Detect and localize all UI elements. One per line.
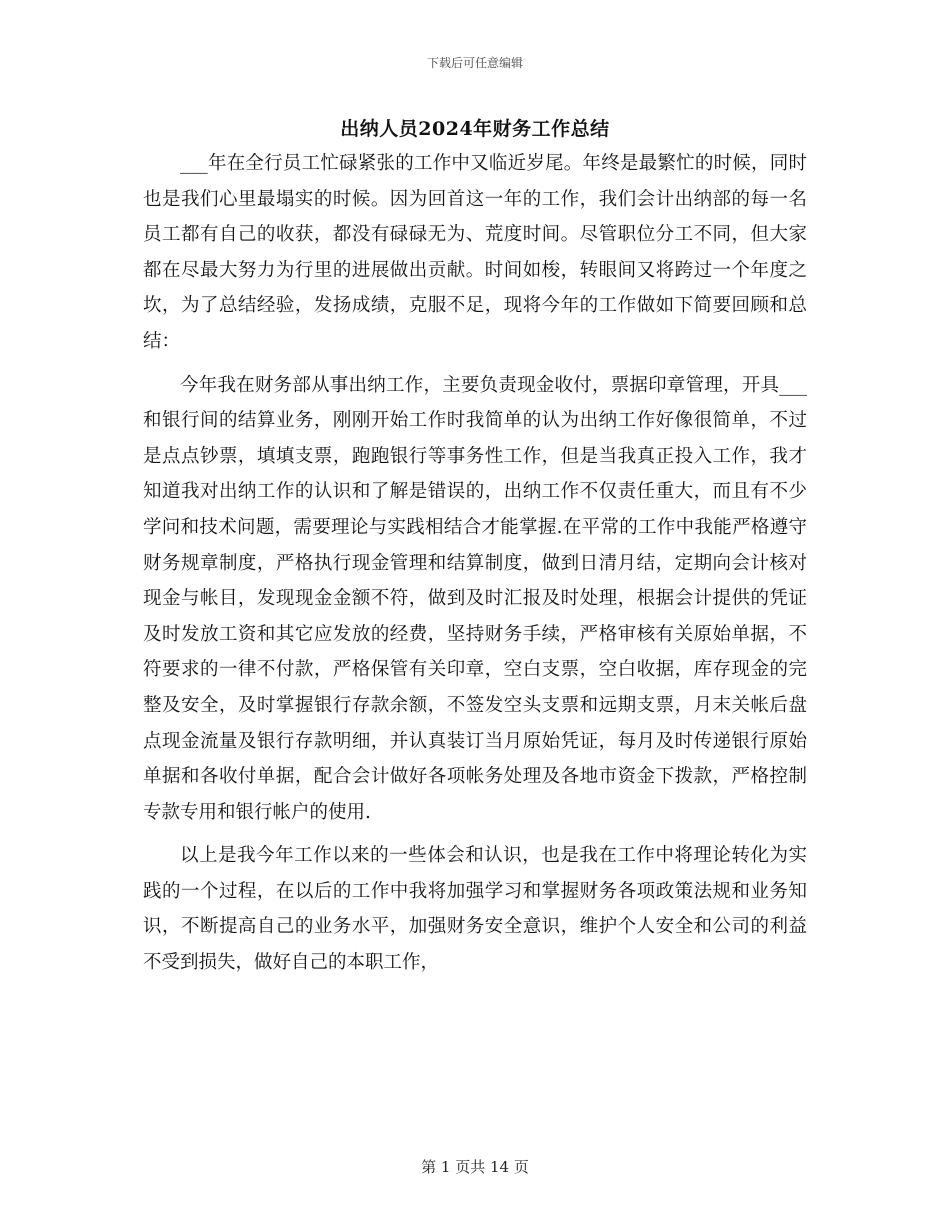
- paragraph-conclusion: 以上是我今年工作以来的一些体会和认识，也是我在工作中将理论转化为实践的一个过程，在以后的工作中我将加强学习和掌握财务各项政策法规和业务知识，不断提高自己的业务水平，加强财务安全意识，维护个人安全和公司的利益不受到损失，做好自己的本职工作，: [143, 845, 807, 974]
- page-footer: 第 1 页共 14 页: [421, 1158, 529, 1176]
- document-body: [143, 146, 807, 989]
- header-note: 下载后可任意编辑: [426, 56, 523, 70]
- paragraph-intro: ___年在全行员工忙碌紧张的工作中又临近岁尾。年终是最繁忙的时候，同时也是我们心里最塌实的时候。因为回首这一年的工作，我们会计出纳部的每一名员工都有自己的收获，都没有碌碌无为、荒度时间。尽管职位分工不同，但大家都在尽最大努力为行里的进展做出贡献。时间如梭，转眼间又将跨过一个年度之坎，为了总结经验，发扬成绩，克服不足，现将今年的工作做如下简要回顾和总结：: [143, 153, 807, 352]
- paragraph-duties: 今年我在财务部从事出纳工作，主要负责现金收付，票据印章管理，开具___和银行间的结算业务，刚刚开始工作时我简单的认为出纳工作好像很简单，不过是点点钞票，填填支票，跑跑银行等事务性工作，但是当我真正投入工作，我才知道我对出纳工作的认识和了解是错误的，出纳工作不仅责任重大，而且有不少学问和技术问题，需要理论与实践相结合才能掌握.在平常的工作中我能严格遵守财务规章制度，严格执行现金管理和结算制度，做到日清月结，定期向会计核对现金与帐目，发现现金金额不符，做到及时汇报及时处理，根据会计提供的凭证及时发放工资和其它应发放的经费，坚持财务手续，严格审核有关原始单据，不符要求的一律不付款，严格保管有关印章，空白支票，空白收据，库存现金的完整及安全，及时掌握银行存款余额，不签发空头支票和远期支票，月末关帐后盘点现金流量及银行存款明细，并认真装订当月原始凭证，每月及时传递银行原始单据和各收付单据，配合会计做好各项帐务处理及各地市资金下拨款，严格控制专款专用和银行帐户的使用.: [143, 374, 807, 823]
- document-title: 出纳人员2024年财务工作总结: [340, 118, 610, 140]
